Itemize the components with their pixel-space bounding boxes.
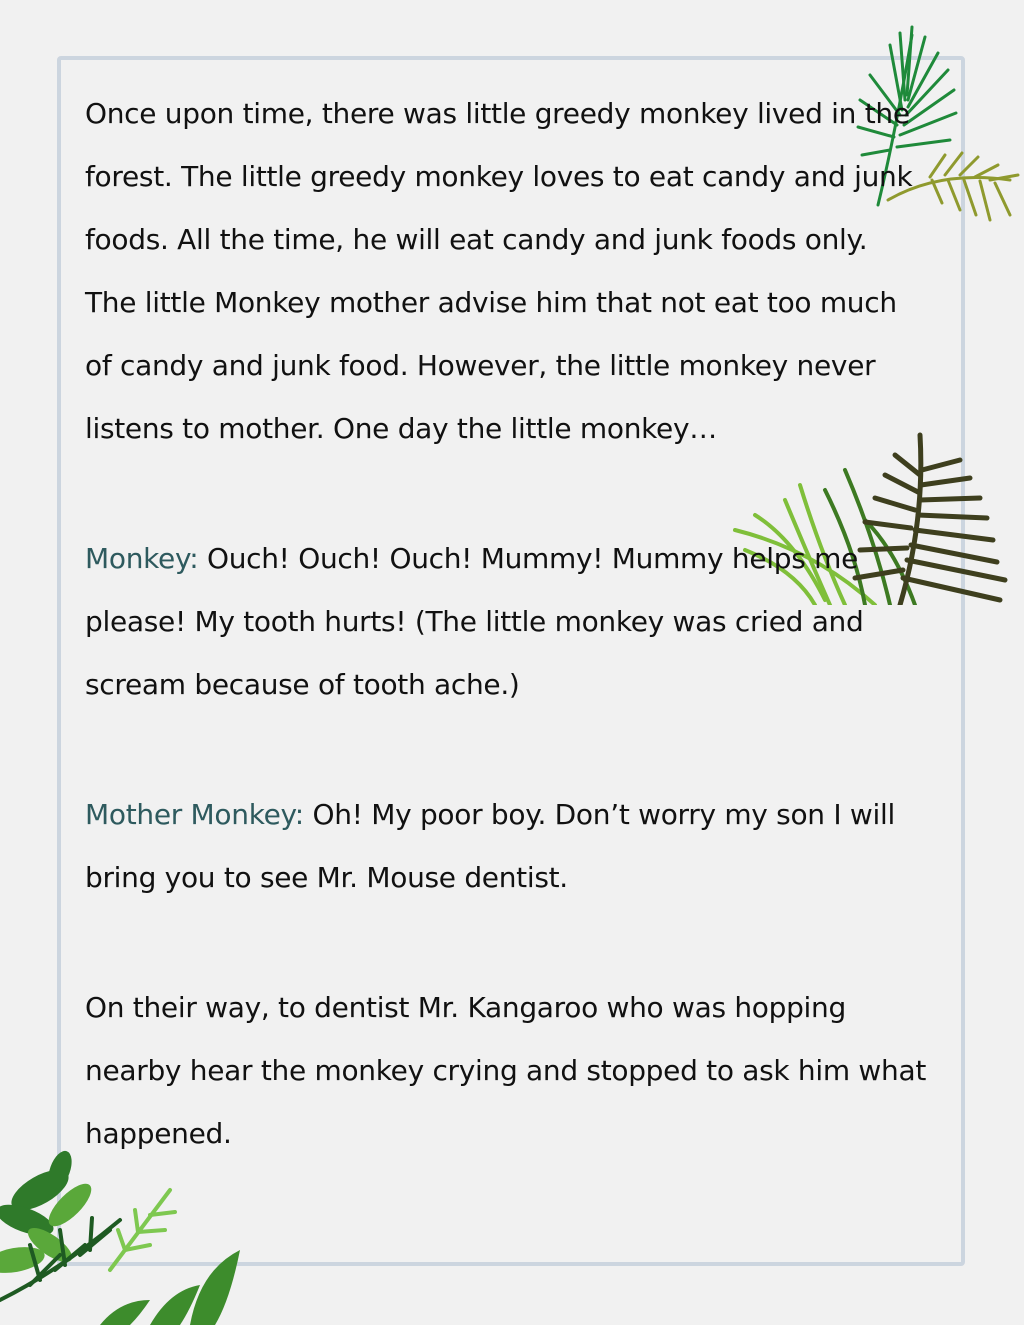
story-intro-paragraph: Once upon time, there was little greedy monkey lived in the forest. The little greedy monkey loves to eat candy and junk foods. All the time, he will eat candy and junk foods only. [85, 97, 913, 256]
story-closing-paragraph: On their way, to dentist Mr. Kangaroo who was hopping nearby hear the monkey crying and stopped to ask him what happened. [85, 991, 927, 1150]
dialogue-mother-monkey [85, 783, 930, 909]
dialogue-monkey [85, 527, 930, 716]
tropical-leaves-bottom-left-icon [0, 1150, 245, 1325]
paragraph-spacer [85, 460, 930, 527]
story-text [85, 82, 930, 1165]
dialogue-mother-monkey-text: Oh! My poor boy. Don’t worry my son I will bring you to see Mr. Mouse dentist. [85, 798, 895, 894]
paragraph-spacer [85, 909, 930, 976]
story-mother-advice-paragraph: The little Monkey mother advise him that not eat too much of candy and junk food. However, the little monkey never listens to mother. One day the little monkey… [85, 286, 897, 445]
speaker-label-monkey: Monkey: [85, 542, 199, 575]
dialogue-monkey-text: Ouch! Ouch! Ouch! Mummy! Mummy helps me please! My tooth hurts! (The little monkey was cried and scream because of tooth ache.) [85, 542, 864, 701]
speaker-label-mother-monkey: Mother Monkey: [85, 798, 304, 831]
paragraph-spacer [85, 716, 930, 783]
